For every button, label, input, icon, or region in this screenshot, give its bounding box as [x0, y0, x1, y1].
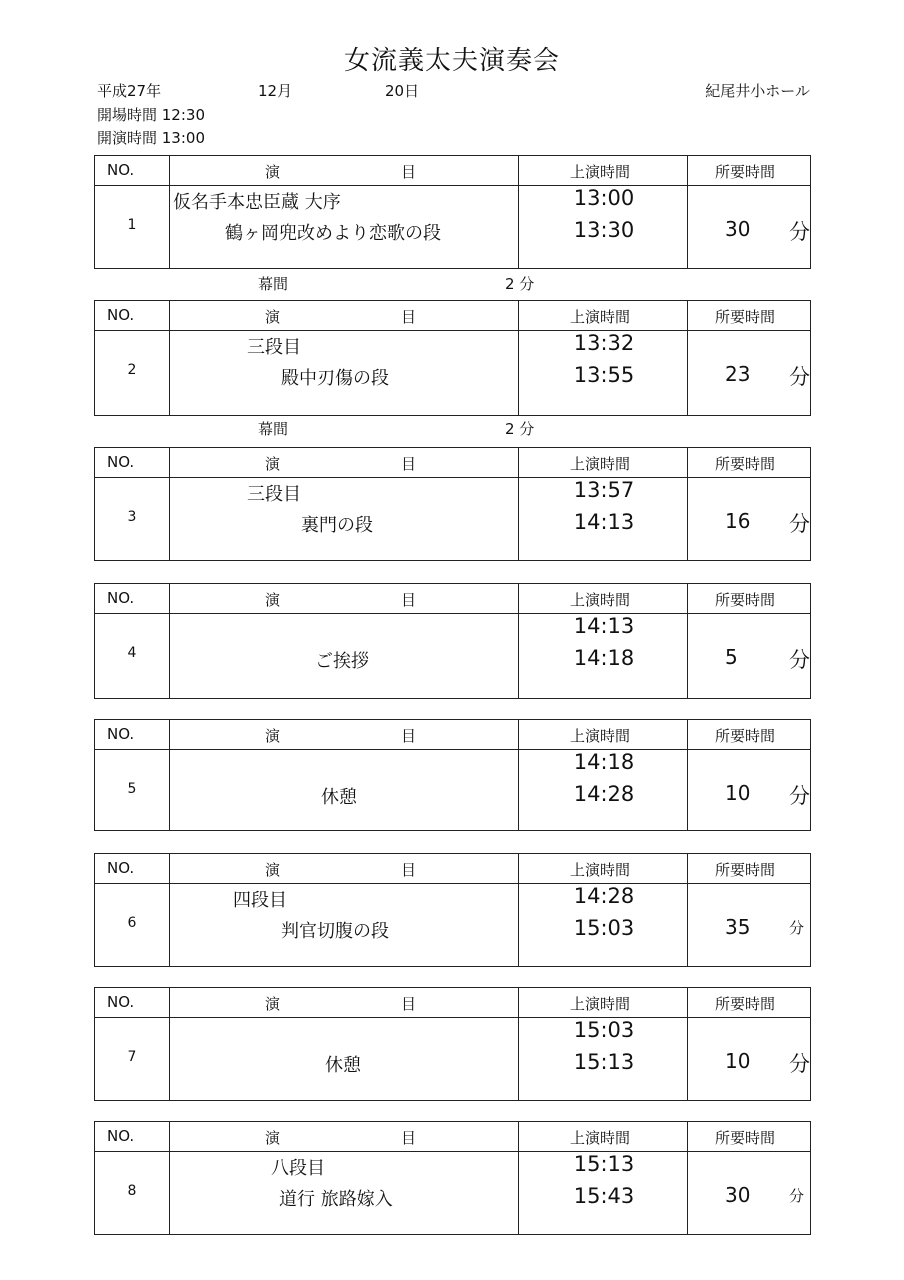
program-title: 仮名手本忠臣蔵 大序 [173, 192, 341, 213]
col-program-header: 演 [265, 455, 281, 473]
duration-unit: 分 [789, 1187, 805, 1205]
date-day: 20日 [385, 82, 420, 100]
col-showtime-header: 上演時間 [570, 455, 631, 473]
col-program-header: 目 [401, 727, 417, 745]
duration-value: 23 [725, 362, 751, 386]
column-divider [169, 720, 170, 830]
col-duration-header: 所要時間 [715, 727, 776, 745]
intermission-label: 幕間 [258, 275, 289, 293]
item-number: 3 [127, 509, 137, 525]
col-program-header: 目 [401, 163, 417, 181]
col-program-header: 演 [265, 995, 281, 1013]
intermission-duration: 2 分 [505, 275, 535, 293]
col-program-header: 演 [265, 727, 281, 745]
col-no-header: NO. [107, 1127, 135, 1145]
col-program-header: 演 [265, 163, 281, 181]
open-time: 開場時間 12:30 [97, 106, 205, 124]
col-program-header: 演 [265, 308, 281, 326]
col-duration-header: 所要時間 [715, 591, 776, 609]
col-no-header: NO. [107, 859, 135, 877]
start-time: 開演時間 13:00 [97, 129, 205, 147]
program-block [94, 719, 811, 831]
col-showtime-header: 上演時間 [570, 995, 631, 1013]
program-section: 裏門の段 [301, 515, 373, 536]
start-time: 14:18 [573, 750, 635, 774]
program-section: 判官切腹の段 [281, 921, 389, 942]
program-title: 三段目 [247, 484, 301, 505]
col-program-header: 目 [401, 591, 417, 609]
end-time: 15:13 [573, 1050, 635, 1074]
column-header-row [95, 1122, 810, 1152]
end-time: 14:28 [573, 782, 635, 806]
start-time: 14:13 [573, 614, 635, 638]
column-divider [518, 720, 519, 830]
end-time: 13:55 [573, 363, 635, 387]
item-number: 6 [127, 915, 137, 931]
column-divider [518, 584, 519, 698]
date-month: 12月 [258, 82, 293, 100]
program-section: ご挨拶 [315, 651, 369, 672]
duration-unit: 分 [789, 220, 810, 244]
program-block [94, 155, 811, 269]
col-showtime-header: 上演時間 [570, 163, 631, 181]
col-no-header: NO. [107, 161, 135, 179]
duration-value: 16 [725, 509, 751, 533]
col-duration-header: 所要時間 [715, 861, 776, 879]
col-program-header: 目 [401, 861, 417, 879]
column-divider [169, 156, 170, 268]
program-block [94, 300, 811, 416]
col-program-header: 目 [401, 1129, 417, 1147]
col-showtime-header: 上演時間 [570, 1129, 631, 1147]
col-no-header: NO. [107, 589, 135, 607]
program-title: 三段目 [247, 337, 301, 358]
venue: 紀尾井小ホール [705, 82, 810, 100]
col-showtime-header: 上演時間 [570, 727, 631, 745]
start-time: 13:32 [573, 331, 635, 355]
column-header-row [95, 584, 810, 614]
column-header-row [95, 156, 810, 186]
col-no-header: NO. [107, 993, 135, 1011]
column-header-row [95, 301, 810, 331]
col-no-header: NO. [107, 306, 135, 324]
duration-value: 5 [725, 645, 738, 669]
col-showtime-header: 上演時間 [570, 308, 631, 326]
duration-unit: 分 [789, 648, 810, 672]
column-header-row [95, 720, 810, 750]
col-program-header: 演 [265, 591, 281, 609]
item-number: 1 [127, 217, 137, 233]
column-divider [687, 156, 688, 268]
column-divider [169, 301, 170, 415]
start-time: 13:00 [573, 186, 635, 210]
duration-value: 10 [725, 781, 751, 805]
program-section: 殿中刃傷の段 [281, 368, 389, 389]
duration-unit: 分 [789, 365, 810, 389]
col-showtime-header: 上演時間 [570, 861, 631, 879]
program-section: 鶴ヶ岡兜改めより恋歌の段 [225, 223, 441, 244]
column-divider [169, 988, 170, 1100]
column-divider [518, 301, 519, 415]
col-program-header: 目 [401, 308, 417, 326]
column-divider [687, 854, 688, 966]
column-divider [169, 584, 170, 698]
col-no-header: NO. [107, 453, 135, 471]
program-block [94, 1121, 811, 1235]
col-program-header: 目 [401, 455, 417, 473]
end-time: 14:18 [573, 646, 635, 670]
end-time: 15:03 [573, 916, 635, 940]
duration-unit: 分 [789, 784, 810, 808]
duration-value: 30 [725, 217, 751, 241]
start-time: 13:57 [573, 478, 635, 502]
item-number: 4 [127, 645, 137, 661]
column-divider [518, 988, 519, 1100]
duration-value: 10 [725, 1049, 751, 1073]
program-section: 休憩 [321, 787, 357, 808]
column-divider [169, 854, 170, 966]
col-program-header: 目 [401, 995, 417, 1013]
col-duration-header: 所要時間 [715, 163, 776, 181]
program-block [94, 583, 811, 699]
start-time: 15:03 [573, 1018, 635, 1042]
program-title: 四段目 [233, 890, 287, 911]
col-program-header: 演 [265, 1129, 281, 1147]
column-divider [687, 988, 688, 1100]
column-header-row [95, 988, 810, 1018]
item-number: 7 [127, 1049, 137, 1065]
column-divider [518, 448, 519, 560]
item-number: 8 [127, 1183, 137, 1199]
column-divider [169, 448, 170, 560]
col-duration-header: 所要時間 [715, 455, 776, 473]
column-divider [687, 1122, 688, 1234]
duration-value: 35 [725, 915, 751, 939]
program-section: 休憩 [325, 1055, 361, 1076]
duration-value: 30 [725, 1183, 751, 1207]
end-time: 15:43 [573, 1184, 635, 1208]
column-divider [687, 720, 688, 830]
col-duration-header: 所要時間 [715, 995, 776, 1013]
duration-unit: 分 [789, 512, 810, 536]
start-time: 15:13 [573, 1152, 635, 1176]
column-divider [518, 1122, 519, 1234]
col-no-header: NO. [107, 725, 135, 743]
col-program-header: 演 [265, 861, 281, 879]
end-time: 14:13 [573, 510, 635, 534]
intermission-duration: 2 分 [505, 420, 535, 438]
program-block [94, 987, 811, 1101]
column-divider [687, 584, 688, 698]
col-showtime-header: 上演時間 [570, 591, 631, 609]
col-duration-header: 所要時間 [715, 308, 776, 326]
column-divider [687, 301, 688, 415]
column-header-row [95, 854, 810, 884]
duration-unit: 分 [789, 919, 805, 937]
item-number: 5 [127, 781, 137, 797]
program-block [94, 853, 811, 967]
start-time: 14:28 [573, 884, 635, 908]
page-title: 女流義太夫演奏会 [343, 46, 560, 76]
col-duration-header: 所要時間 [715, 1129, 776, 1147]
column-header-row [95, 448, 810, 478]
program-title: 八段目 [271, 1158, 325, 1179]
column-divider [169, 1122, 170, 1234]
intermission-label: 幕間 [258, 420, 289, 438]
duration-unit: 分 [789, 1052, 810, 1076]
end-time: 13:30 [573, 218, 635, 242]
program-section: 道行 旅路嫁入 [279, 1189, 393, 1210]
column-divider [518, 156, 519, 268]
item-number: 2 [127, 362, 137, 378]
program-block [94, 447, 811, 561]
date-year: 平成27年 [97, 82, 162, 100]
column-divider [687, 448, 688, 560]
column-divider [518, 854, 519, 966]
